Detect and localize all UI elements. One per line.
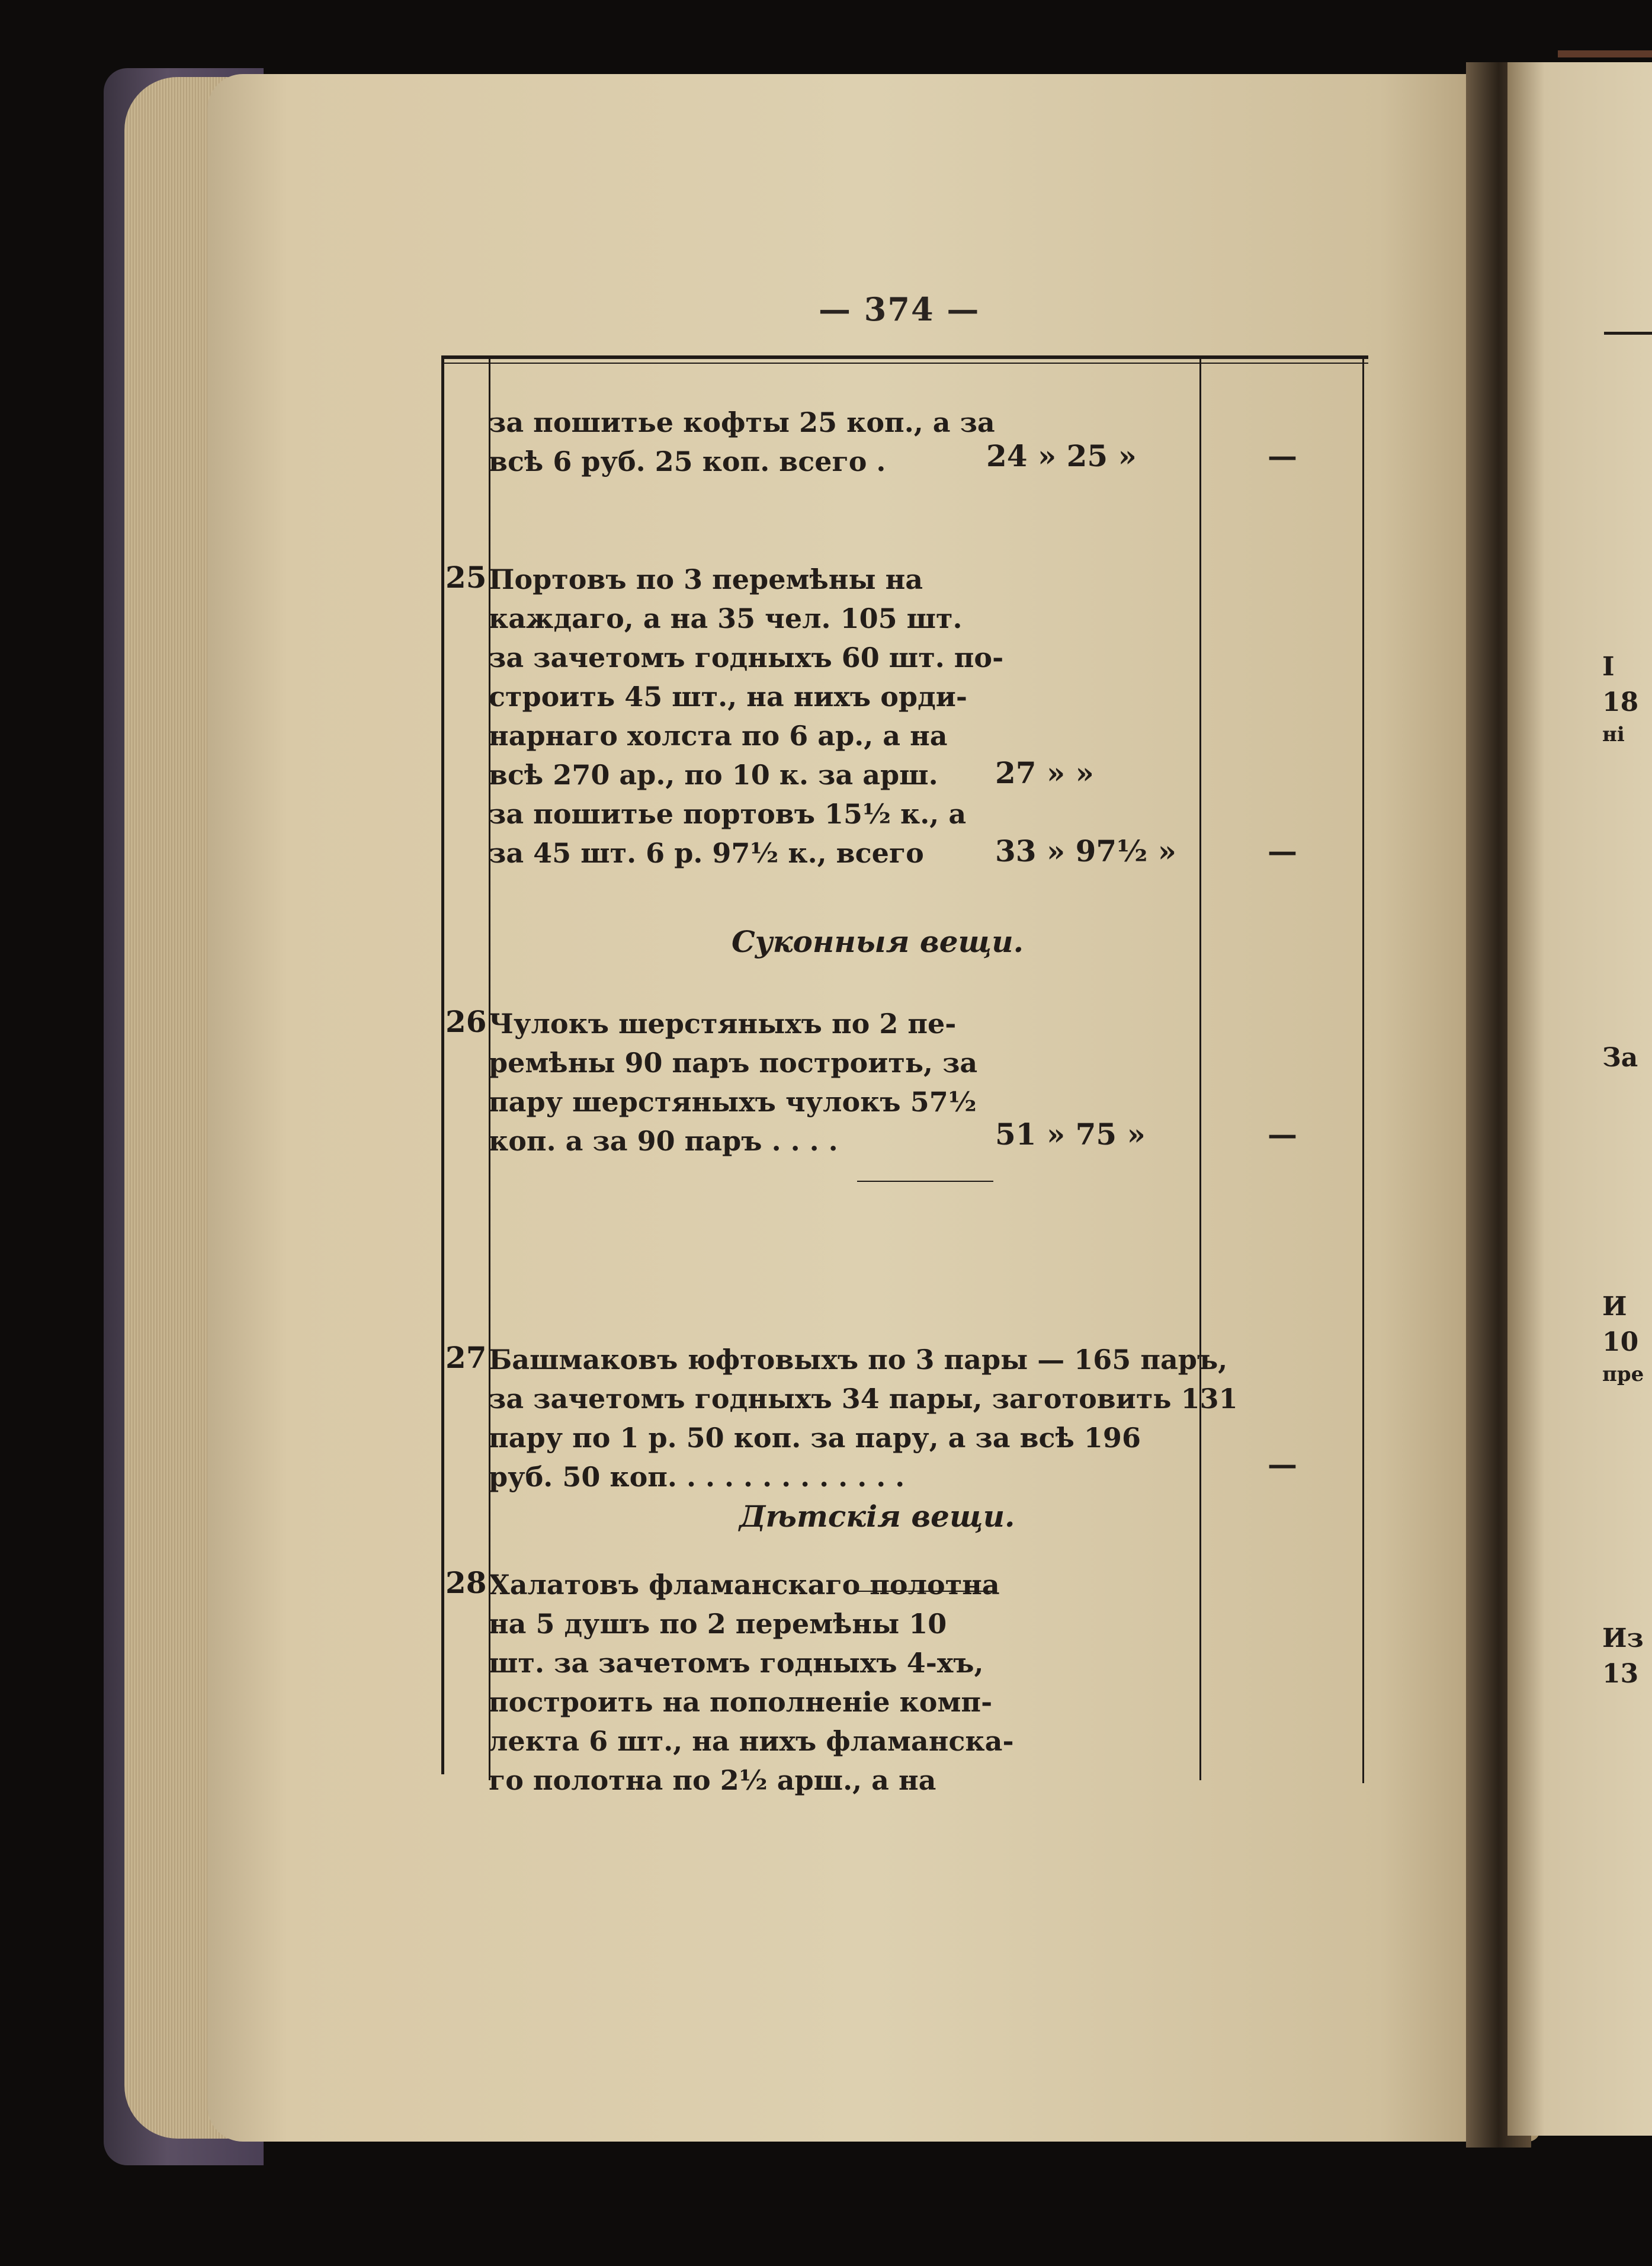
page-number: — 374 — [819, 290, 980, 328]
fragment-text: И [1602, 1291, 1627, 1322]
row-text-line: го полотна по 2½ арш., а на [489, 1764, 936, 1796]
table-row [489, 560, 1365, 880]
sum-rule-1 [857, 1181, 993, 1182]
table-row [489, 403, 1365, 498]
row-text-line: всѣ 270 ар., по 10 к. за арш. [489, 759, 938, 791]
row-text-line: пару шерстяныхъ чулокъ 57½ [489, 1086, 977, 1118]
table-top-rule [441, 355, 1368, 359]
row-amount: 33 » 97½ » [995, 834, 1177, 868]
row-text-line: нарнаго холста по 6 ар., а на [489, 720, 948, 752]
row-text-line: за 45 шт. 6 р. 97½ к., всего [489, 837, 924, 869]
book-cover-right [1558, 50, 1652, 57]
row-text-line: каждаго, а на 35 чел. 105 шт. [489, 602, 963, 634]
row-number: 25 [445, 560, 487, 595]
row-dash: — [1268, 1117, 1297, 1152]
right-page-rule [1604, 332, 1652, 335]
row-text-line: Башмаковъ юфтовыхъ по 3 пары — 165 паръ, [489, 1344, 1228, 1376]
table-left-border [441, 355, 444, 1774]
fragment-text: І [1602, 652, 1615, 682]
row-dash: — [1268, 834, 1297, 868]
row-number: 27 [445, 1340, 487, 1375]
fragment-text: пре [1602, 1363, 1644, 1386]
fragment-text: ні [1602, 723, 1625, 746]
row-text-line: всѣ 6 руб. 25 коп. всего . [489, 445, 886, 477]
row-text-line: Халатовъ фламанскаго полотна [489, 1569, 1000, 1601]
row-number: 26 [445, 1004, 487, 1039]
fragment-text: За [1602, 1043, 1638, 1073]
row-text-line: Портовъ по 3 перемѣны на [489, 563, 923, 595]
row-text-line: построить на пополненіе комп- [489, 1686, 993, 1718]
row-dash: — [1268, 438, 1297, 473]
table-top-rule-thin [441, 363, 1368, 364]
section-heading: Дѣтскія вещи. [739, 1499, 1015, 1534]
table-row [489, 1004, 1365, 1170]
row-text-line: за зачетомъ годныхъ 34 пары, заготовить 131 [489, 1383, 1238, 1415]
row-text-line: за пошитье портовъ 15½ к., а [489, 798, 967, 830]
row-text-line: руб. 50 коп. . . . . . . . . . . . . [489, 1461, 905, 1493]
table-row [489, 1565, 1365, 1802]
fragment-text: 10 [1602, 1327, 1639, 1357]
table-row [489, 1340, 1365, 1506]
row-text-line: Чулокъ шерстяныхъ по 2 пе- [489, 1008, 957, 1040]
row-text-line: лекта 6 шт., на нихъ фламанска- [489, 1725, 1014, 1757]
row-dash: — [1268, 1447, 1297, 1482]
row-amount: 24 » 25 » [986, 438, 1137, 473]
section-heading: Суконныя вещи. [732, 924, 1024, 959]
row-amount: 27 » » [995, 755, 1094, 790]
row-text-line: строить 45 шт., на нихъ орди- [489, 681, 967, 713]
fragment-text: 18 [1602, 687, 1639, 717]
row-text-line: коп. а за 90 паръ . . . . [489, 1125, 838, 1157]
row-text-line: пару по 1 р. 50 коп. за пару, а за всѣ 196 [489, 1422, 1141, 1454]
fragment-text: Из [1602, 1623, 1644, 1653]
row-amount: 51 » 75 » [995, 1117, 1146, 1152]
row-text-line: ремѣны 90 паръ построить, за [489, 1047, 978, 1079]
row-number: 28 [445, 1565, 487, 1600]
row-text-line: за зачетомъ годныхъ 60 шт. по- [489, 642, 1004, 674]
right-page [1507, 62, 1652, 2136]
row-text-line: за пошитье кофты 25 коп., а за [489, 406, 995, 438]
fragment-text: 13 [1602, 1659, 1639, 1689]
row-text-line: шт. за зачетомъ годныхъ 4-хъ, [489, 1647, 984, 1679]
row-text-line: на 5 душъ по 2 перемѣны 10 [489, 1608, 947, 1640]
